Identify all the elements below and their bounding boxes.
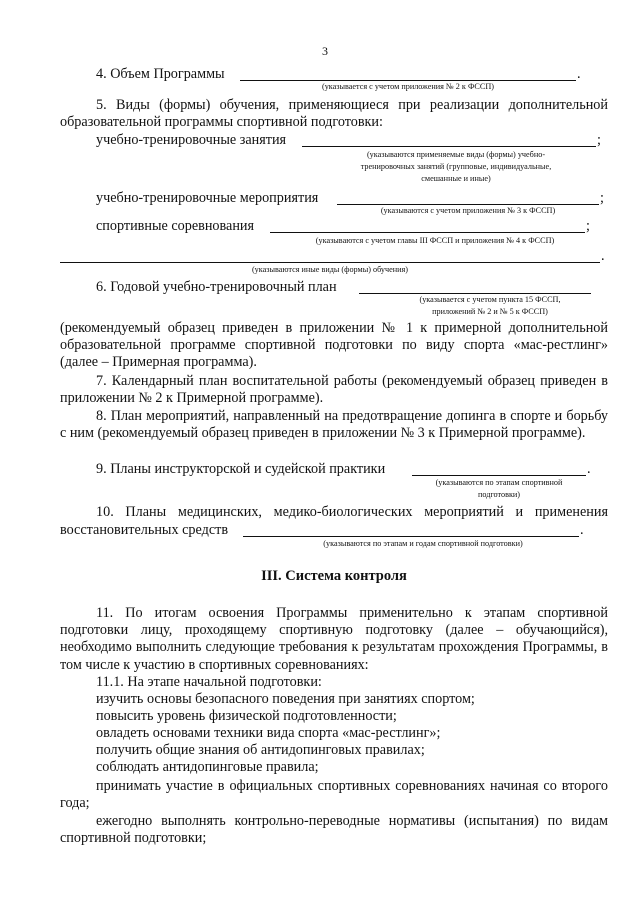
blank-line [243, 536, 579, 537]
events-label: учебно-тренировочные мероприятия [96, 190, 319, 206]
requirement-item: соблюдать антидопинговые правила; [96, 759, 319, 775]
item-9-note-1: (указываются по этапам спортивной [435, 478, 563, 487]
training-note-1: (указываются применяемые виды (формы) учебно- [366, 150, 546, 159]
other-end: . [601, 248, 605, 264]
training-note-3: смешанные и иные) [421, 174, 491, 183]
training-note-2: тренировочных занятий (групповые, индивидуальные, [360, 162, 552, 171]
events-end: ; [600, 190, 604, 206]
item-10-end: . [580, 522, 584, 538]
section-3-p11-1: 11.1. На этапе начальной подготовки: [96, 674, 322, 690]
section-3-title: III. Система контроля [261, 568, 407, 584]
blank-line [412, 475, 586, 476]
item-4-note: (указывается с учетом приложения № 2 к ФССП) [321, 82, 494, 91]
item-9-label: 9. Планы инструкторской и судейской практики [96, 461, 386, 477]
blank-line [302, 146, 596, 147]
other-note: (указываются иные виды (формы) обучения) [251, 265, 409, 274]
item-6-text: (рекомендуемый образец приведен в приложении № 1 к примерной дополнительной образовательной программе спортивной подготовки по виду спорта «мас-рестлинг» (далее – Примерная программа). [60, 320, 608, 371]
competitions-label: спортивные соревнования [96, 218, 255, 234]
item-5-heading: 5. Виды (формы) обучения, применяющиеся при реализации дополнительной образовательной программы спортивной подготовки: [60, 97, 608, 131]
competitions-end: ; [586, 218, 590, 234]
requirement-item: овладеть основами техники вида спорта «мас-рестлинг»; [96, 725, 441, 741]
item-8: 8. План мероприятий, направленный на предотвращение допинга в спорте и борьбу с ним (рекомендуемый образец приведен в приложении № 3 к Примерной программе). [60, 408, 608, 442]
item-9-note-2: подготовки) [477, 490, 521, 499]
blank-line [240, 80, 576, 81]
item-6-label: 6. Годовой учебно-тренировочный план [96, 279, 337, 295]
item-9-end: . [587, 461, 591, 477]
section-3-p11: 11. По итогам освоения Программы применительно к этапам спортивной подготовки лицу, проходящему спортивную подготовку (далее – обучающийся), необходимо выполнить следующие требования к результатам прохождения Программы, в том числе к участию в спортивных соревнованиях: [60, 605, 608, 673]
blank-line [337, 204, 599, 205]
requirement-annual: ежегодно выполнять контрольно-переводные нормативы (испытания) по видам спортивной подготовки; [60, 813, 608, 847]
item-10-note: (указываются по этапам и годам спортивной подготовки) [323, 539, 523, 548]
requirement-participate: принимать участие в официальных спортивных соревнованиях начиная со второго года; [60, 778, 608, 812]
item-6-note-2: приложений № 2 и № 5 к ФССП) [432, 307, 548, 316]
item-10-line-2: восстановительных средств [60, 522, 229, 538]
blank-line [60, 262, 600, 263]
item-10-line-1: 10. Планы медицинских, медико-биологических мероприятий и применения [96, 504, 608, 520]
page-number: 3 [322, 44, 328, 58]
training-label: учебно-тренировочные занятия [96, 132, 287, 148]
requirement-item: повысить уровень физической подготовленности; [96, 708, 397, 724]
item-4-label: 4. Объем Программы [96, 66, 225, 82]
item-7: 7. Календарный план воспитательной работы (рекомендуемый образец приведен в приложении № 2 к Примерной программе). [60, 373, 608, 407]
requirement-item: получить общие знания об антидопинговых правилах; [96, 742, 425, 758]
competitions-note: (указываются с учетом главы III ФССП и приложения № 4 к ФССП) [315, 236, 555, 245]
blank-line [359, 293, 591, 294]
events-note: (указываются с учетом приложения № 3 к ФССП) [380, 206, 556, 215]
requirement-item: изучить основы безопасного поведения при занятиях спортом; [96, 691, 475, 707]
training-end: ; [597, 132, 601, 148]
item-6-note-1: (указывается с учетом пункта 15 ФССП, [419, 295, 561, 304]
item-4-end: . [577, 66, 581, 82]
blank-line [270, 232, 585, 233]
